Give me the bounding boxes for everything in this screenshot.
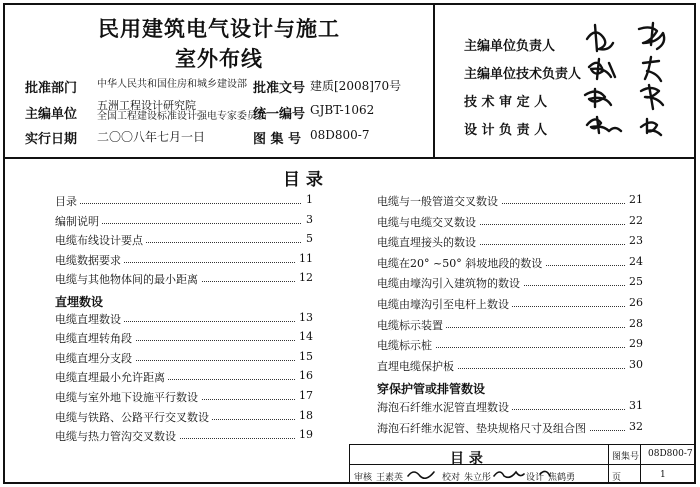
tb-check-label: 校对 xyxy=(442,473,461,483)
handwritten-signatures xyxy=(583,19,688,151)
atlas-no-value: 08D800-7 xyxy=(310,128,370,142)
toc-section-heading: 穿保护管或排管数设 xyxy=(377,382,486,397)
toc-entry[interactable] xyxy=(55,193,313,213)
toc-entry-page: 12 xyxy=(296,271,313,284)
approval-dept-label: 批准部门 xyxy=(25,81,78,96)
toc-entry[interactable] xyxy=(377,420,643,440)
editor-unit-value-2: 全国工程建设标准设计强电专家委员会 xyxy=(97,111,267,122)
toc-entry[interactable] xyxy=(55,389,313,409)
toc-entry[interactable] xyxy=(377,255,643,275)
tb-design-name: 焦鹤勇 xyxy=(548,473,576,483)
toc-entry-title: 海泡石纤维水泥管、垫块规格尺寸及组合图 xyxy=(377,420,589,436)
role-design-lead: 设 计 负 责 人 xyxy=(464,123,548,138)
toc-entry-page: 21 xyxy=(626,193,643,206)
atlas-title: 民用建筑电气设计与施工 xyxy=(98,17,340,41)
toc-entry[interactable] xyxy=(55,271,313,291)
toc-entry-title: 电缆直埋数设 xyxy=(55,311,124,327)
toc-entry-page: 18 xyxy=(296,409,313,422)
toc-entry-title: 电缆由壕沟引至电杆上数设 xyxy=(377,296,512,312)
toc-entry-title: 电缆与其他物体间的最小距离 xyxy=(55,271,201,287)
toc-entry-title: 电缆在20° ~50° 斜坡地段的数设 xyxy=(377,255,545,271)
header-divider xyxy=(433,5,435,157)
toc-entry-title: 直埋电缆保护板 xyxy=(377,358,457,374)
tb-atlas-label: 图集号 xyxy=(612,452,640,462)
atlas-subtitle: 室外布线 xyxy=(175,47,263,71)
editor-unit-label: 主编单位 xyxy=(25,107,78,122)
toc-entry-page: 17 xyxy=(296,389,313,402)
tb-atlas-value: 08D800-7 xyxy=(648,449,693,459)
toc-entry-title: 电缆由壕沟引入建筑物的数设 xyxy=(377,275,523,291)
drawing-sheet xyxy=(3,3,696,484)
toc-entry-page: 31 xyxy=(626,399,643,412)
toc-entry-title: 电缆与一般管道交叉数设 xyxy=(377,193,501,209)
toc-entry[interactable] xyxy=(377,193,643,213)
toc-entry-page: 32 xyxy=(626,420,643,433)
tb-v-line-1 xyxy=(608,445,609,483)
toc-entry[interactable] xyxy=(55,409,313,429)
toc-entry-page: 26 xyxy=(626,296,643,309)
role-technical-reviewer: 技 术 审 定 人 xyxy=(464,95,548,110)
toc-entry-page: 23 xyxy=(626,234,643,247)
toc-entry-page: 16 xyxy=(296,369,313,382)
toc-entry[interactable] xyxy=(377,337,643,357)
unified-no-value: GJBT-1062 xyxy=(310,103,375,117)
toc-entry[interactable] xyxy=(377,296,643,316)
toc-entry-page: 28 xyxy=(626,317,643,330)
toc-entry[interactable] xyxy=(377,358,643,378)
toc-entry-page: 24 xyxy=(626,255,643,268)
approval-doc-value: 建质[2008]70号 xyxy=(310,79,402,93)
toc-entry[interactable] xyxy=(377,214,643,234)
approval-doc-label: 批准文号 xyxy=(253,81,306,96)
toc-entry[interactable] xyxy=(55,330,313,350)
toc-entry[interactable] xyxy=(55,369,313,389)
tb-v-line-2 xyxy=(640,445,641,483)
toc-entry-page: 3 xyxy=(303,213,313,226)
toc-entry-page: 30 xyxy=(626,358,643,371)
toc-entry[interactable] xyxy=(55,350,313,370)
tb-h-line xyxy=(350,464,695,465)
toc-entry[interactable] xyxy=(377,399,643,419)
toc-entry-title: 电缆直埋最小允许距离 xyxy=(55,369,168,385)
tb-signatures xyxy=(406,466,556,482)
toc-entry-page: 29 xyxy=(626,337,643,350)
toc-entry-title: 电缆数据要求 xyxy=(55,252,124,268)
toc-entry-title: 电缆直埋接头的数设 xyxy=(377,234,479,250)
toc-entry[interactable] xyxy=(377,275,643,295)
toc-entry-title: 电缆标示桩 xyxy=(377,337,435,353)
toc-entry[interactable] xyxy=(377,317,643,337)
toc-title: 目 录 xyxy=(283,170,323,190)
toc-entry-title: 电缆与室外地下设施平行数设 xyxy=(55,389,201,405)
toc-entry[interactable] xyxy=(55,213,313,233)
role-technical-lead: 主编单位技术负责人 xyxy=(464,67,582,82)
role-chief-editor: 主编单位负责人 xyxy=(464,39,556,54)
toc-entry-title: 编制说明 xyxy=(55,213,102,229)
toc-entry-title: 海泡石纤维水泥管直埋数设 xyxy=(377,399,512,415)
effective-date-label: 实行日期 xyxy=(25,132,78,147)
toc-entry-page: 1 xyxy=(303,193,313,206)
toc-section-heading: 直埋数设 xyxy=(55,295,104,309)
toc-entry-page: 13 xyxy=(296,311,313,324)
toc-entry-page: 22 xyxy=(626,214,643,227)
toc-entry[interactable] xyxy=(377,234,643,254)
toc-entry-page: 25 xyxy=(626,275,643,288)
tb-page-label: 页 xyxy=(612,473,622,483)
toc-entry-title: 电缆与电缆交叉数设 xyxy=(377,214,479,230)
toc-entry-title: 电缆与热力管沟交叉数设 xyxy=(55,428,179,444)
tb-check-name: 朱立彤 xyxy=(464,473,492,483)
toc-entry-page: 14 xyxy=(296,330,313,343)
tb-sheet-name: 目 录 xyxy=(450,451,483,467)
atlas-no-label: 图 集 号 xyxy=(253,132,302,147)
title-block xyxy=(349,444,695,483)
toc-entry[interactable] xyxy=(55,232,313,252)
tb-design-label: 设计 xyxy=(526,473,545,483)
toc-leader-dots xyxy=(55,203,301,204)
effective-date-value: 二〇〇八年七月一日 xyxy=(97,130,206,144)
toc-entry-title: 目录 xyxy=(55,193,80,209)
toc-entry-title: 电缆直埋分支段 xyxy=(55,350,135,366)
toc-entry[interactable] xyxy=(55,252,313,272)
toc-entry-title: 电缆布线设计要点 xyxy=(55,232,146,248)
tb-review-name: 王素英 xyxy=(376,473,404,483)
unified-no-label: 统一编号 xyxy=(253,107,306,122)
toc-entry[interactable] xyxy=(55,428,313,448)
toc-entry-page: 11 xyxy=(296,252,313,265)
toc-entry-page: 15 xyxy=(296,350,313,363)
toc-entry-title: 电缆标示装置 xyxy=(377,317,446,333)
toc-entry-page: 5 xyxy=(303,232,313,245)
editor-unit-value-1: 五洲工程设计研究院 xyxy=(97,99,196,112)
toc-entry-title: 电缆直埋转角段 xyxy=(55,330,135,346)
toc-entry[interactable] xyxy=(55,311,313,331)
header-block xyxy=(5,5,694,159)
toc-entry-title: 电缆与铁路、公路平行交叉数设 xyxy=(55,409,212,425)
tb-page-value: 1 xyxy=(660,470,666,480)
tb-review-label: 审核 xyxy=(354,473,373,483)
approval-dept-value: 中华人民共和国住房和城乡建设部 xyxy=(97,79,247,90)
toc-entry-page: 19 xyxy=(296,428,313,441)
